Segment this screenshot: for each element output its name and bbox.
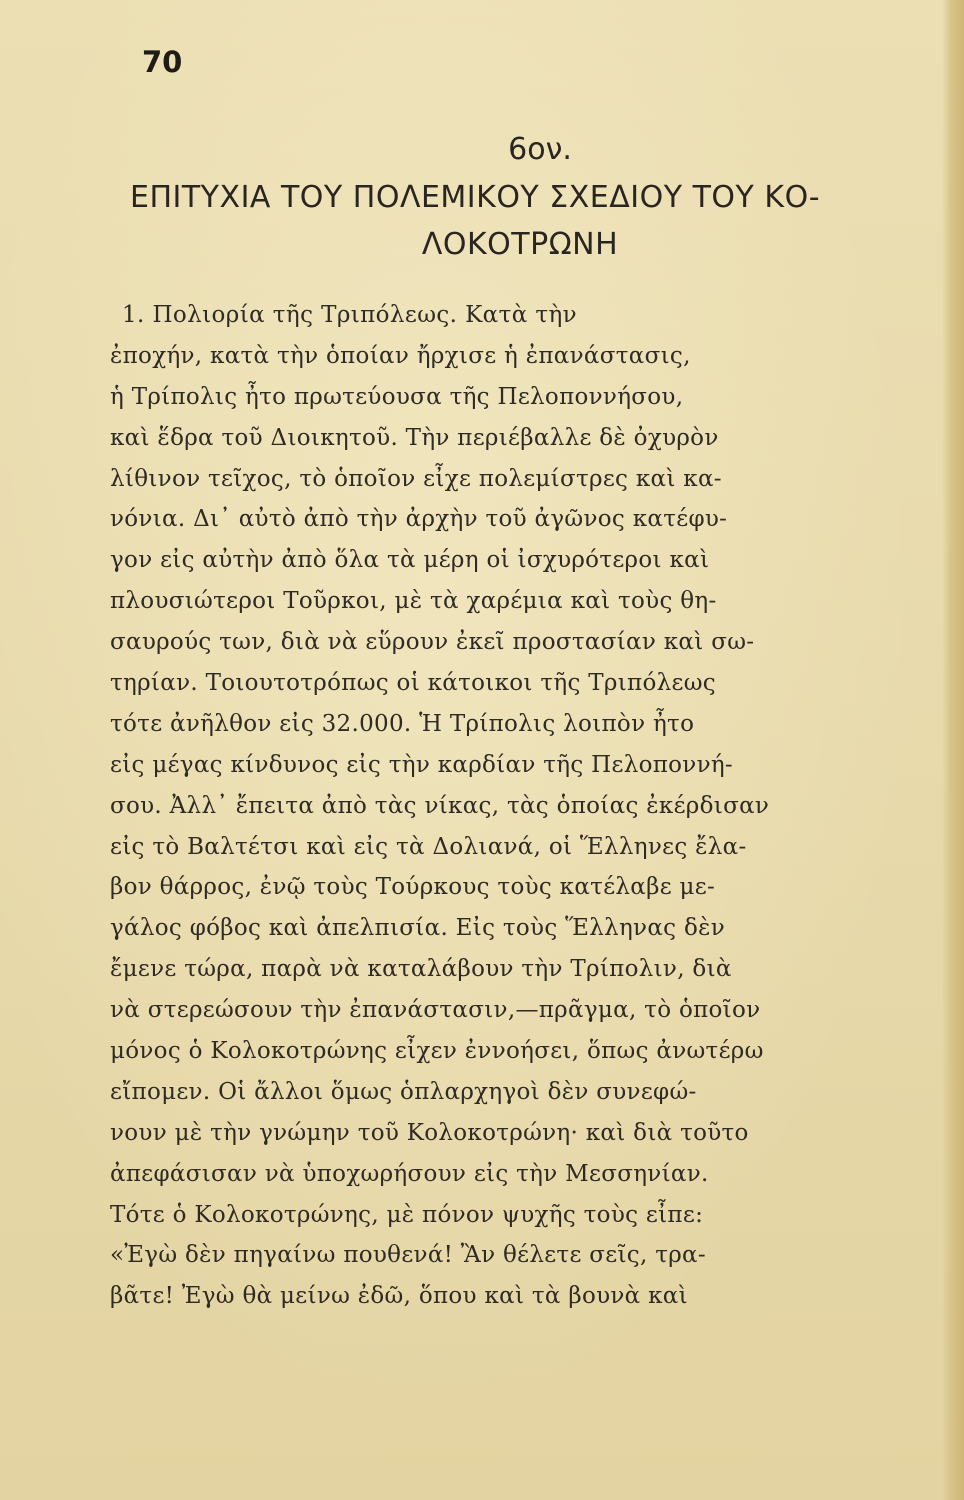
body-line: λίθινον τεῖχος, τὸ ὁποῖον εἶχε πολεμίστρες καὶ κα-	[110, 465, 722, 492]
body-line: γον εἰς αὐτὴν ἀπὸ ὅλα τὰ μέρη οἱ ἰσχυρότεροι καὶ	[110, 547, 710, 574]
body-line: 1. Πολιορία τῆς Τριπόλεως. Κατὰ τὴν	[122, 302, 578, 328]
body-line: νουν μὲ τὴν γνώμην τοῦ Κολοκοτρώνη· καὶ διὰ τοῦτο	[110, 1119, 749, 1146]
body-line: εἰς τὸ Βαλτέτσι καὶ εἰς τὰ Δολιανά, οἱ Ἕλληνες ἔλα-	[110, 833, 747, 860]
body-line: ἀπεφάσισαν νὰ ὑποχωρήσουν εἰς τὴν Μεσσηνίαν.	[110, 1160, 709, 1187]
body-line: καὶ ἕδρα τοῦ Διοικητοῦ. Τὴν περιέβαλλε δὲ ὀχυρὸν	[110, 424, 719, 451]
body-line: βᾶτε! Ἐγὼ θὰ μείνω ἐδῶ, ὅπου καὶ τὰ βουνὰ καὶ	[110, 1283, 688, 1310]
chapter-title	[130, 174, 910, 268]
body-line: νόνια. Δι᾽ αὐτὸ ἀπὸ τὴν ἀρχὴν τοῦ ἀγῶνος κατέφυ-	[110, 506, 728, 533]
body-line: ἐποχήν, κατὰ τὴν ὁποίαν ἤρχισε ἡ ἐπανάστασις,	[110, 342, 691, 369]
body-line: εἰς μέγας κίνδυνος εἰς τὴν καρδίαν τῆς Πελοποννή-	[110, 751, 733, 778]
body-line: ἡ Τρίπολις ἦτο πρωτεύουσα τῆς Πελοποννήσου,	[110, 383, 684, 410]
body-text	[110, 295, 920, 1317]
body-line: νὰ στερεώσουν τὴν ἐπανάστασιν,—πρᾶγμα, τὸ ὁποῖον	[110, 997, 761, 1024]
body-line: ἔμενε τώρα, παρὰ νὰ καταλάβουν τὴν Τρίπολιν, διὰ	[110, 956, 732, 983]
body-line: γάλος φόβος καὶ ἀπελπισία. Εἰς τοὺς Ἕλληνας δὲν	[110, 915, 726, 942]
body-line: πλουσιώτεροι Τοῦρκοι, μὲ τὰ χαρέμια καὶ τοὺς θη-	[110, 588, 717, 615]
body-line: σου. Ἀλλ᾽ ἔπειτα ἀπὸ τὰς νίκας, τὰς ὁποίας ἐκέρδισαν	[110, 792, 770, 819]
body-line: τηρίαν. Τοιουτοτρόπως οἱ κάτοικοι τῆς Τριπόλεως	[110, 670, 716, 697]
body-line: μόνος ὁ Κολοκοτρώνης εἶχεν ἐννοήσει, ὅπως ἀνωτέρω	[110, 1038, 764, 1065]
body-line: βον θάρρος, ἐνῷ τοὺς Τούρκους τοὺς κατέλαβε με-	[110, 874, 716, 901]
body-line: σαυρούς των, διὰ νὰ εὕρουν ἐκεῖ προστασίαν καὶ σω-	[110, 629, 755, 656]
section-number: 6ον.	[508, 132, 572, 167]
body-line: Τότε ὁ Κολοκοτρώνης, μὲ πόνον ψυχῆς τοὺς εἶπε:	[110, 1201, 704, 1228]
page-number: 70	[142, 45, 183, 79]
chapter-title-line-1: ΕΠΙΤΥΧΙΑ ΤΟΥ ΠΟΛΕΜΙΚΟΥ ΣΧΕΔΙΟΥ ΤΟΥ ΚΟ-	[130, 180, 821, 215]
body-line: τότε ἀνῆλθον εἰς 32.000. Ἡ Τρίπολις λοιπὸν ἦτο	[110, 710, 695, 737]
body-line: «Ἐγὼ δὲν πηγαίνω πουθενά! Ἂν θέλετε σεῖς, τρα-	[110, 1242, 706, 1269]
chapter-title-line-2: ΛΟΚΟΤΡΩΝΗ	[421, 227, 619, 262]
body-line: εἴπομεν. Οἱ ἄλλοι ὅμως ὁπλαρχηγοὶ δὲν συνεφώ-	[110, 1078, 697, 1105]
page-edge	[942, 0, 964, 1500]
